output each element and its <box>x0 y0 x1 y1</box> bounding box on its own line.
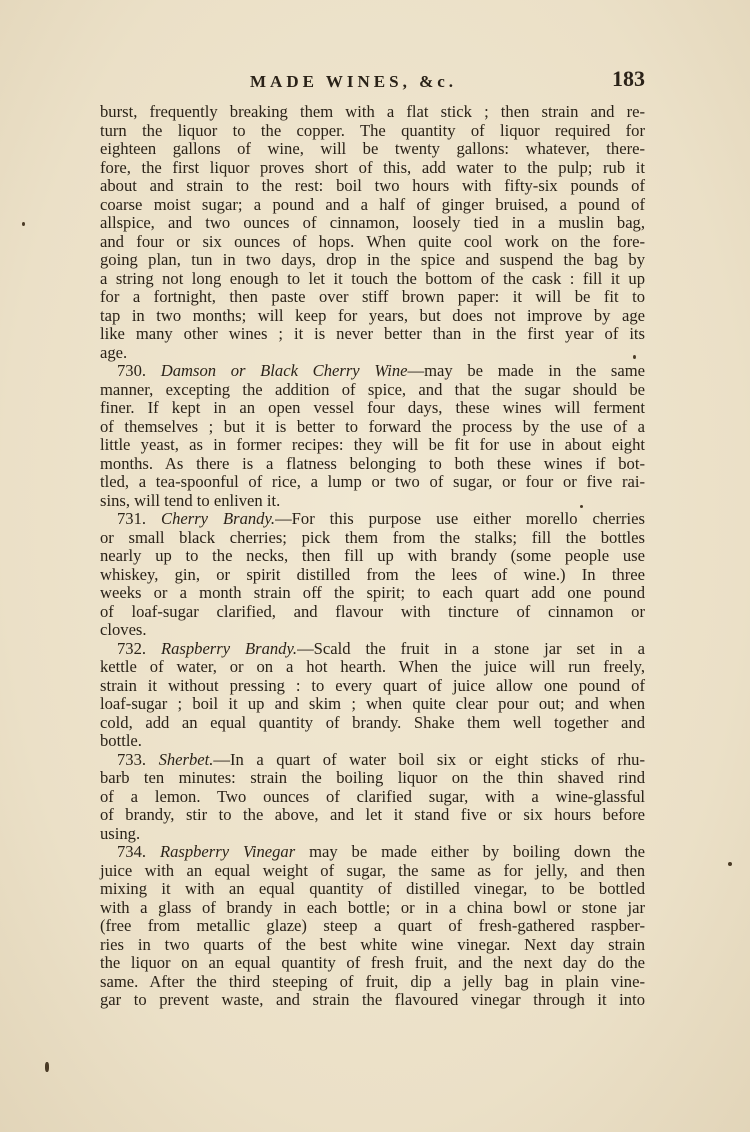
recipe-first-line <box>100 843 645 862</box>
recipe-title: Sherbet. <box>158 749 214 769</box>
text-line: loaf-sugar ; boil it up and skim ; when quite clear pour out; and when <box>100 694 645 713</box>
recipe-title: Raspberry Vinegar <box>159 842 296 861</box>
paper-speck <box>22 222 25 226</box>
running-title: MADE WINES, &c. <box>250 72 458 91</box>
text-line: little yeast, as in former recipes: they will be fit for use in about eight <box>100 435 645 454</box>
text-line: for a fortnight, then paste over stiff brown paper: it will be fit to <box>100 287 645 306</box>
text-line: a string not long enough to let it touch the bottom of the cask : fill it up <box>100 268 645 288</box>
recipe-first-line <box>100 640 645 659</box>
recipe-number: 732. <box>117 638 147 658</box>
recipe-number: 734. <box>117 842 147 861</box>
text-line: gar to prevent waste, and strain the flavoured vinegar through it into <box>100 990 645 1009</box>
recipe-734 <box>100 843 645 1010</box>
text-line: coarse moist sugar; a pound and a half of ginger bruised, a pound of <box>100 194 645 214</box>
recipe-first-line <box>100 362 645 381</box>
recipe-731 <box>100 510 645 640</box>
text-line: cloves. <box>100 620 147 639</box>
recipe-first-line <box>100 510 645 529</box>
text-line: eighteen gallons of wine, will be twenty gallons: whatever, there- <box>100 139 645 158</box>
text-line: manner, excepting the addition of spice, and that the sugar should be <box>100 379 645 399</box>
paper-speck <box>728 862 732 866</box>
text-line: kettle of water, or on a hot hearth. When the juice will run freely, <box>100 657 645 676</box>
recipe-first-line-text: —In a quart of water boil six or eight sticks of rhu- <box>213 749 645 769</box>
text-line: like many other wines ; it is never better than in the first year of its <box>100 324 645 343</box>
text-line: ries in two quarts of the best white wine vinegar. Next day strain <box>100 934 645 954</box>
recipe-732 <box>100 640 645 751</box>
text-line: sins, will tend to enliven it. <box>100 490 281 510</box>
recipe-730 <box>100 362 645 510</box>
recipe-number: 733. <box>117 749 147 769</box>
recipe-title: Damson or Black Cherry Wine <box>160 361 408 380</box>
text-line: barb ten minutes: strain the boiling liquor on the thin shaved rind <box>100 768 645 787</box>
text-line: bottle. <box>100 731 142 750</box>
text-line: and four or six ounces of hops. When quite cool work on the fore- <box>100 231 645 251</box>
paper-speck <box>580 505 583 508</box>
paragraph-continuation <box>100 103 645 362</box>
text-line: (free from metallic glaze) steep a quart of fresh-gathered raspber- <box>100 916 645 935</box>
text-line: nearly up to the necks, then fill up with brandy (some people use <box>100 546 645 565</box>
paper-speck <box>45 1062 49 1072</box>
text-line: fore, the first liquor proves short of this, add water to the pulp; rub it <box>100 157 645 177</box>
text-line: mixing it with an equal quantity of distilled vinegar, to be bottled <box>100 879 645 898</box>
text-line: same. After the third steeping of fruit, dip a jelly bag in plain vine- <box>100 971 645 991</box>
text-line: whiskey, gin, or spirit distilled from the lees of wine.) In three <box>100 564 645 584</box>
text-line: using. <box>100 823 141 843</box>
recipe-first-line-text: —Scald the fruit in a stone jar set in a <box>297 638 645 658</box>
text-line: age. <box>100 342 128 362</box>
page-number: 183 <box>612 66 645 91</box>
text-line: burst, frequently breaking them with a flat stick ; then strain and re- <box>100 102 645 121</box>
text-line: juice with an equal weight of sugar, the same as for jelly, and then <box>100 860 645 880</box>
recipe-title: Cherry Brandy. <box>161 509 276 528</box>
text-line: strain it without pressing : to every quart of juice allow one pound of <box>100 675 645 695</box>
recipe-first-line-text: —may be made in the same <box>407 361 645 380</box>
text-line: cold, add an equal quantity of brandy. Shake them well together and <box>100 712 645 732</box>
text-line: of brandy, stir to the above, and let it stand five or six hours before <box>100 805 645 824</box>
recipe-first-line <box>100 751 645 770</box>
text-line: with a glass of brandy in each bottle; or in a china bowl or stone jar <box>100 897 645 917</box>
text-line: going plan, tun in two days, drop in the spice and suspend the bag by <box>100 250 645 269</box>
text-line: of a lemon. Two ounces of clarified sugar, with a wine-glassful <box>100 786 645 806</box>
recipe-title: Raspberry Brandy. <box>160 638 298 658</box>
paper-speck <box>633 355 636 359</box>
recipe-number: 730. <box>117 361 147 380</box>
recipe-first-line-text: —For this purpose use either morello cherries <box>275 509 645 528</box>
text-line: finer. If kept in an open vessel four days, these wines will ferment <box>100 398 645 417</box>
text-line: or small black cherries; pick them from the stalks; fill the bottles <box>100 527 645 547</box>
recipe-733 <box>100 751 645 844</box>
text-line: months. As there is a flatness belonging to both these wines if bot- <box>100 453 645 473</box>
text-line: allspice, and two ounces of cinnamon, loosely tied in a muslin bag, <box>100 213 645 232</box>
body-text <box>100 103 645 1010</box>
recipe-number: 731. <box>117 509 147 528</box>
text-line: turn the liquor to the copper. The quantity of liquor required for <box>100 120 645 140</box>
recipe-first-line-text: may be made either by boiling down the <box>295 842 645 861</box>
text-line: of loaf-sugar clarified, and flavour with tincture of cinnamon or <box>100 601 645 621</box>
page-header <box>100 62 645 102</box>
text-line: tap in two months; will keep for years, but does not improve by age <box>100 305 645 325</box>
text-line: about and strain to the rest: boil two hours with fifty-six pounds of <box>100 176 645 195</box>
text-line: weeks or a month strain off the spirit; to each quart add one pound <box>100 583 645 602</box>
text-line: of themselves ; but it is better to forward the process by the use of a <box>100 416 645 436</box>
text-line: tled, a tea-spoonful of rice, a lump or two of sugar, or four or five rai- <box>100 472 645 491</box>
text-line: the liquor on an equal quantity of fresh fruit, and the next day do the <box>100 953 645 972</box>
